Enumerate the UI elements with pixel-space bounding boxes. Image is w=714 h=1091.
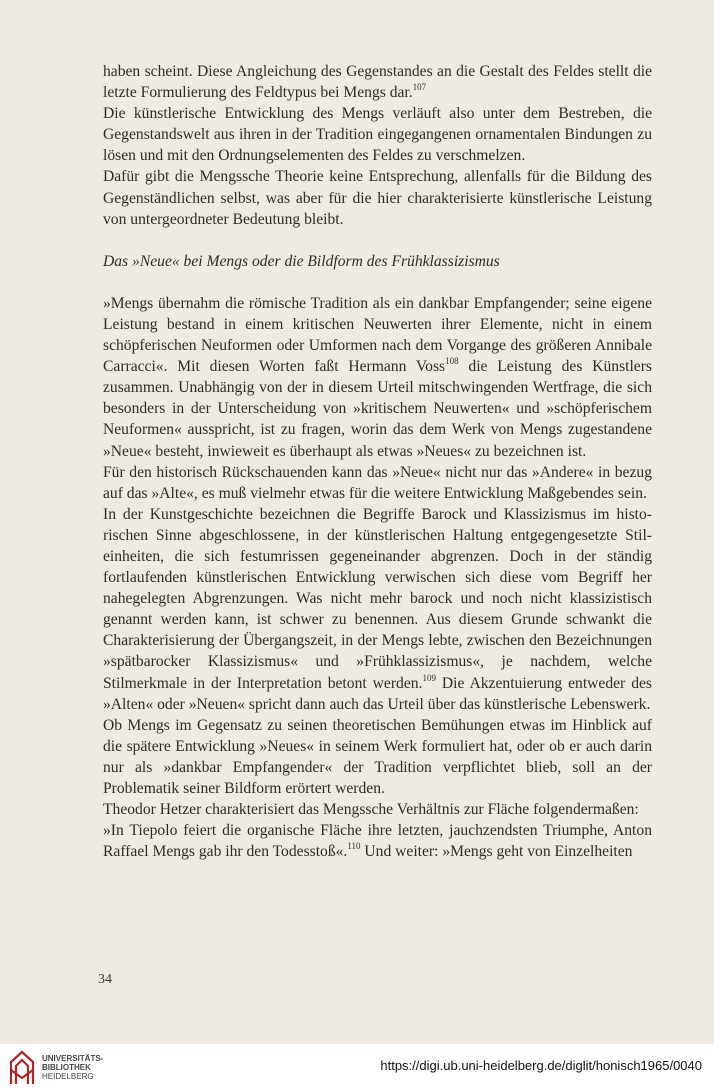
paragraph-historisch: Für den historisch Rückschauenden kann das »Neue« nicht nur das »Andere« in bezug auf das »Alte«, es muß vielmehr etwas für die weitere Entwicklung Maßgebendes sein. bbox=[103, 463, 652, 502]
footnote-ref-109: 109 bbox=[422, 672, 436, 683]
library-logo-icon bbox=[7, 1048, 37, 1086]
section-heading: Das »Neue« bei Mengs oder die Bildform des Frühklassizismus bbox=[103, 252, 500, 270]
paragraph-intro: haben scheint. Diese Angleichung des Gegenstandes an die Gestalt des Feldes stellt die letzte Formulierung des Feldtypus bei Mengs dar.$^{107}$ bbox=[103, 63, 652, 102]
paragraph-ob: Ob Mengs im Gegensatz zu seinen theoretischen Bemühungen etwas im Hinblick auf die spätere Entwicklung »Neues« in seinem Werk formuliert hat, oder ob er auch darin nur als »dankbar Empfangender« der Tradition verpflichtet blieb, soll an der Problematik seiner Bildform erörtert werden. bbox=[103, 716, 652, 797]
paragraph-theorie: Dafür gibt die Mengssche Theorie keine Entsprechung, allenfalls für die Bildung des Gegenständlichen selbst, was aber für die hier charakterisierte künstlerische Leistung von untergeordneter Bedeutung bleibt. bbox=[103, 168, 652, 228]
paragraph-hetzer: Theodor Hetzer charakterisiert das Mengssche Verhältnis zur Fläche folgendermaßen: bbox=[103, 801, 639, 819]
source-url-link[interactable]: https://digi.ub.uni-heidelberg.de/diglit/honisch1965/0040 bbox=[380, 1058, 702, 1073]
footnote-ref-107: 107 bbox=[412, 82, 427, 93]
footnote-ref-110: 110 bbox=[347, 841, 361, 852]
footnote-ref-108: 108 bbox=[445, 356, 459, 367]
page-number: 34 bbox=[98, 972, 112, 987]
body-text bbox=[103, 61, 652, 862]
paragraph-voss: »Mengs übernahm die römische Tradition als ein dankbar Empfangender; seine eigene Leistung bestand in einem kritischen Neuwerten ihrer Elemente, nicht in einem schöpferischen Neuformen oder Umformen nach dem Vorgange des größeren Annibale Carracci«. Mit diesen Worten faßt Hermann Voss$^{108}$ die Leistung des Künstlers zusammen. Unabhängig von der in diesem Urteil mitschwingenden Wertfrage, die sich besonders in der Unterscheidung von »kritischem Neuwerten« und »schöpferischem Neuformen« ausspricht, ist zu fragen, worin das dem Werk von Mengs zugestandene »Neue« besteht, inwieweit es überhaupt als etwas »Neues« zu bezeichnen ist. bbox=[103, 294, 652, 460]
paragraph-tiepolo: »In Tiepolo feiert die organische Fläche ihre letzten, jauchzendsten Triumphe, Anton Raffael Mengs gab ihr den Todesstoß«.$^{110}$ Und weiter: »Mengs geht von Einzelheiten bbox=[103, 822, 652, 861]
paragraph-entwicklung: Die künstlerische Entwicklung des Mengs verläuft also unter dem Bestreben, die Gegenstandswelt aus ihren in der Tradition eingegangenen ornamentalen Bindungen zu lösen und mit den Ordnungselementen des Feldes zu verschmelzen. bbox=[103, 105, 652, 165]
paragraph-kunstgeschichte: In der Kunstgeschichte bezeichnen die Begriffe Barock und Klassizismus im historischen Sinne abgeschlossene, in der künstlerischen Haltung entgegengesetzte Stileinheiten, die sich festumrissen gegeneinander abgrenzen. Doch in der ständig fortlaufenden künstlerischen Entwicklung verwischen sich diese vom Begriff her nahegelegten Abgrenzungen. Was nicht mehr barock und noch nicht klassizistisch genannt werden kann, ist schwer zu benennen. Aus diesem Grunde schwankt die Charakterisierung der Übergangszeit, in der Mengs lebte, zwischen den Bezeichnungen »spätbarocker Klassizismus« und »Frühklassizismus«, je nachdem, welche Stilmerkmale in der Interpretation betont werden.$^{109}$ Die Akzentuierung entweder des »Alten« oder »Neuen« spricht dann auch das Urteil über das künstlerische Lebenswerk. bbox=[103, 505, 652, 713]
library-name: UNIVERSITÄTS- BIBLIOTHEK HEIDELBERG bbox=[42, 1054, 104, 1081]
